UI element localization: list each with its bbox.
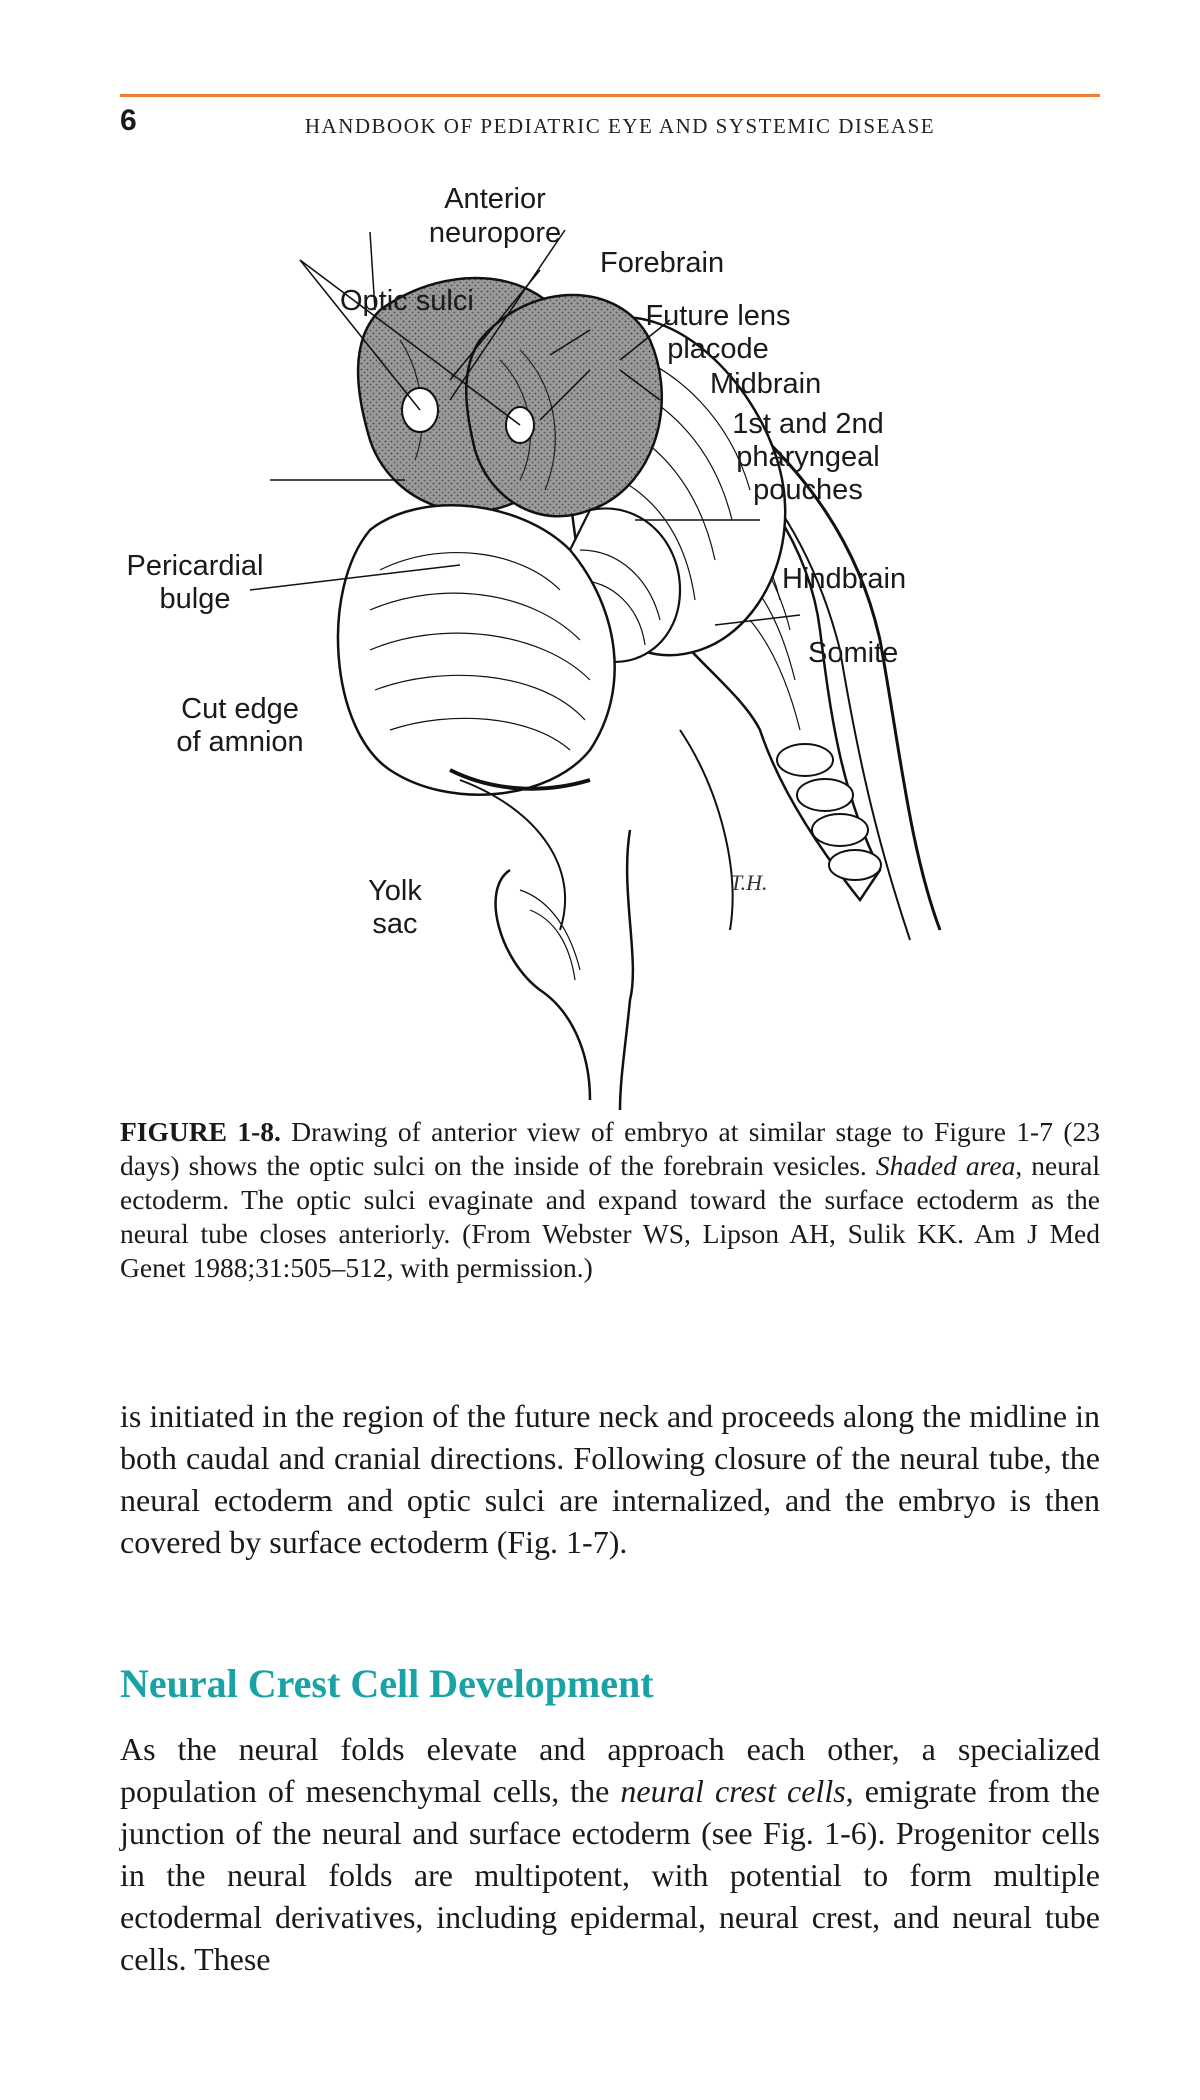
label-anterior-neuropore-1: Anterior: [444, 183, 546, 215]
label-pouches-2: pharyngeal: [736, 441, 880, 473]
label-hindbrain: Hindbrain: [782, 563, 907, 595]
label-anterior-neuropore-2: neuropore: [428, 217, 562, 249]
body-paragraph-1: is initiated in the region of the future neck and proceeds along the midline in both caudal and cranial directions. Following closure of the neural tube, the neural ectoderm and optic sulci are internalized, and the embryo is then covered by surface ectoderm (Fig. 1-7).: [120, 1398, 1100, 1560]
label-yolk-1: Yolk: [368, 875, 422, 907]
yolk-sac: [496, 830, 633, 1110]
caption-text-2: , neural ectoderm. The optic sulci evaginate and expand toward the surface ectoderm as the neural tube closes anteriorly. (From Webster WS, Lipson AH, Sulik KK. Am J Med Genet 1988;31:505–512, with permission.): [120, 1150, 1100, 1283]
label-yolk-2: sac: [372, 908, 418, 940]
caption-text-1: Drawing of anterior view of embryo at similar stage to Figure 1-7 (23 days) shows the optic sulci on the inside of the forebrain vesicles.: [120, 1116, 1100, 1181]
label-cut-edge-1: Cut edge: [181, 693, 299, 725]
label-pouches-1: 1st and 2nd: [732, 408, 884, 440]
label-cut-edge-2: of amnion: [176, 726, 304, 758]
running-head: HANDBOOK OF PEDIATRIC EYE AND SYSTEMIC DISEASE: [304, 114, 936, 138]
label-pericardial-2: bulge: [159, 583, 231, 615]
paragraph2-italic: neural crest cells: [620, 1773, 846, 1809]
page-number: 6: [120, 104, 137, 137]
figure-embryo-drawing: [120, 170, 1100, 1120]
label-optic-sulci: Optic sulci: [340, 285, 474, 317]
label-somite: Somite: [808, 637, 899, 669]
label-pouches-3: pouches: [753, 474, 863, 506]
label-pericardial-1: Pericardial: [126, 550, 264, 582]
section-heading: Neural Crest Cell Development: [120, 1661, 654, 1706]
caption-label: FIGURE 1-8.: [120, 1116, 281, 1147]
paragraph2-text-2: , emigrate from the junction of the neural and surface ectoderm (see Fig. 1-6). Progenitor cells in the neural folds are multipotent, with potential to form multiple ectodermal derivatives, including epidermal, neural crest, and neural tube cells. These: [120, 1773, 1101, 1977]
label-future-lens-2: placode: [667, 333, 769, 365]
label-future-lens-1: Future lens: [645, 300, 791, 332]
label-midbrain: Midbrain: [710, 368, 822, 400]
embryo-illustration: [120, 170, 1100, 1120]
paragraph2-text-1: As the neural folds elevate and approach each other, a specialized population of mesenchymal cells, the: [120, 1731, 1100, 1809]
label-forebrain: Forebrain: [600, 247, 725, 279]
header-rule: [120, 94, 1100, 97]
caption-italic: Shaded area: [875, 1150, 1016, 1181]
artist-initials: T.H.: [730, 870, 768, 895]
body-paragraph-2: [120, 1728, 1100, 1980]
figure-caption: [120, 1115, 1100, 1285]
